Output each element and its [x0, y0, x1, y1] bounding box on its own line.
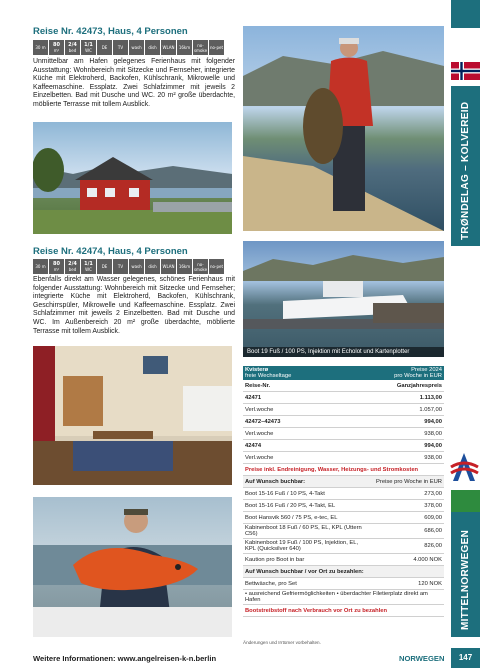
green-tab	[451, 490, 480, 512]
house1-description: Unmittelbar am Hafen gelegenes Ferienhaus mit folgender Ausstattung: Wohnbereich mit Sitzecke und Fernseher, integrierte Küche mit Elektroherd, Backofen, Kühlschrank, Mikrowelle und Kaffeemaschine. Essplatz. Zwei Schlafzimmer mit jeweils 2 Einzelbetten. Bad mit Dusche und WC. 20 m² große überdachte, möblierte Terrasse mit tollem Ausblick.	[33, 58, 235, 108]
amenity-label: WC	[85, 267, 92, 272]
amenity-label: no-pet	[209, 264, 224, 269]
row-label: Verl.woche	[243, 404, 367, 416]
row-price: 994,00	[367, 440, 444, 452]
place-name: Kvisterø	[245, 367, 269, 373]
price-note-row	[243, 464, 444, 476]
amenity-label: TV	[117, 264, 124, 269]
amenity-wash-icon	[129, 259, 144, 274]
amenity-tv-icon	[113, 40, 128, 55]
amenity-value: 2/4	[68, 261, 77, 267]
row-price: 938,00	[367, 452, 444, 464]
row-price: 378,00	[367, 500, 444, 512]
price-note: Preise inkl. Endreinigung, Wasser, Heizungs- und Stromkosten	[243, 464, 444, 476]
amenity-no-pet-icon	[209, 259, 224, 274]
amenity-bed-icon	[65, 259, 80, 274]
row-label: Boot 15-16 Fuß / 10 PS, 4-Takt	[243, 488, 367, 500]
bullet-row	[243, 590, 444, 605]
footer-country: NORWEGEN	[399, 654, 445, 663]
amenity-label: no-smoke	[193, 261, 208, 272]
fuel-row	[243, 605, 444, 617]
amenity-label: wash	[131, 264, 142, 269]
amenity-label: 16km	[178, 45, 191, 50]
amenity-label: wash	[131, 45, 142, 50]
halibut-photo	[243, 26, 444, 231]
footer-disclaimer: Änderungen und Irrtümer vorbehalten.	[243, 640, 321, 645]
boat-image	[243, 241, 444, 357]
amenity-value: 80	[53, 42, 60, 48]
amenity-label: WLAN	[162, 264, 175, 269]
house2-description: Ebenfalls direkt am Wasser gelegenes, schönes Ferienhaus mit folgender Ausstattung: Wohnbereich mit Sitzecke und Fernseher; integrierte Küche mit Elektroherd, Backofen, Kühlschrank, Geschirrspüler, Mikrowelle und Kaffeemaschine. Essplatz. Zwei Schlafzimmer mit jeweils 2 Einzelbetten. Bad mit Dusche und WC. Im Außenbereich 20 m² große überdachte, möblierte Terrasse mit tollem Ausblick.	[33, 276, 235, 335]
sidebar-top-cap	[451, 0, 480, 28]
amenity-16km-icon	[177, 40, 192, 55]
amenity-de-icon	[97, 40, 112, 55]
amenity-bed-icon	[65, 40, 80, 55]
amenity-wc-icon	[81, 40, 96, 55]
amenity-no-pet-icon	[209, 40, 224, 55]
norway-flag-icon	[451, 62, 480, 80]
row-label: Bettwäsche, pro Set	[243, 578, 367, 590]
amenity-30-m-icon	[33, 40, 48, 55]
amenity-label: no-pet	[209, 45, 224, 50]
table-row	[243, 512, 444, 524]
price-table	[243, 366, 444, 617]
table-row	[243, 500, 444, 512]
row-label: Boot Hansvik 560 / 75 PS, e-tec, EL	[243, 512, 367, 524]
row-label: Kabinenboot 18 Fuß / 60 PS, EL, KPL (Uttern C56)	[243, 524, 367, 539]
local-head: Auf Wunsch buchbar / vor Ort zu bezahlen:	[243, 566, 444, 578]
row-price: 273,00	[367, 488, 444, 500]
row-label: Kabinenboot 19 Fuß / 100 PS, Injektion, EL, KPL (Quicksilver 640)	[243, 539, 367, 554]
boat-caption: Boot 19 Fuß / 100 PS, Injektion mit Echolot und Kartenplotter	[243, 347, 444, 357]
amenity-no-smoke-icon	[193, 40, 208, 55]
row-label: 42471	[243, 392, 367, 404]
row-price: 686,00	[367, 524, 444, 539]
row-price: 4.000 NOK	[367, 554, 444, 566]
amenity-label: no-smoke	[193, 42, 208, 53]
amenity-label: 30 m	[35, 264, 46, 269]
table-row	[243, 488, 444, 500]
amenity-label: 30 m	[35, 45, 46, 50]
amenity-label: 16km	[178, 264, 191, 269]
place-sub: freie Wechseltage	[245, 373, 292, 379]
red-house-photo	[33, 122, 232, 234]
row-price: 1.113,00	[367, 392, 444, 404]
row-label: 42472–42473	[243, 416, 367, 428]
amenity-value: 2/4	[68, 42, 77, 48]
table-row	[243, 404, 444, 416]
amenity-wlan-icon	[161, 259, 176, 274]
table-row	[243, 428, 444, 440]
col-price: Ganzjahrespreis	[367, 380, 444, 392]
company-logo-icon	[449, 451, 480, 484]
table-row	[243, 539, 444, 554]
red-fish-photo	[33, 497, 232, 637]
row-price: 994,00	[367, 416, 444, 428]
row-price: 1.057,00	[367, 404, 444, 416]
amenity-wash-icon	[129, 40, 144, 55]
price-header-row	[243, 366, 444, 380]
extras-header-row	[243, 476, 444, 488]
table-row	[243, 578, 444, 590]
amenity-label: m²	[53, 267, 60, 272]
amenity-tv-icon	[113, 259, 128, 274]
prices-label: Preise 2024	[411, 367, 442, 373]
amenity-label: dish	[148, 264, 157, 269]
halibut-image	[243, 26, 444, 231]
amenity-16km-icon	[177, 259, 192, 274]
amenity-no-smoke-icon	[193, 259, 208, 274]
red-fish-image	[33, 497, 232, 637]
amenity-label: m²	[53, 48, 60, 53]
row-label: Kaution pro Boot in bar	[243, 554, 367, 566]
extras-head-right: Preise pro Woche in EUR	[367, 476, 444, 488]
amenity-wc-icon	[81, 259, 96, 274]
table-row	[243, 440, 444, 452]
amenity-value: 80	[53, 261, 60, 267]
row-label: Boot 15-16 Fuß / 20 PS, 4-Takt, EL	[243, 500, 367, 512]
price-column-header	[243, 380, 444, 392]
table-row	[243, 416, 444, 428]
extras-head-left: Auf Wunsch buchbar:	[243, 476, 367, 488]
house1-amenity-icons	[33, 40, 224, 55]
amenity-label: bed	[68, 267, 77, 272]
red-house-image	[33, 122, 232, 234]
amenity-label: DE	[101, 264, 108, 269]
amenity-dish-icon	[145, 40, 160, 55]
amenity-de-icon	[97, 259, 112, 274]
amenity-value: 1/1	[84, 261, 93, 267]
table-row	[243, 524, 444, 539]
sidebar-region-top	[451, 86, 480, 246]
amenity-30-m-icon	[33, 259, 48, 274]
amenity-label: WLAN	[162, 45, 175, 50]
row-price: 120 NOK	[367, 578, 444, 590]
amenity-label: TV	[117, 45, 124, 50]
prices-sub: pro Woche in EUR	[394, 373, 442, 379]
amenity-wlan-icon	[161, 40, 176, 55]
table-row	[243, 452, 444, 464]
amenity-label: WC	[85, 48, 92, 53]
boat-photo	[243, 241, 444, 357]
amenity-m--icon	[49, 259, 64, 274]
amenity-dish-icon	[145, 259, 160, 274]
col-nr: Reise-Nr.	[243, 380, 367, 392]
row-price: 826,00	[367, 539, 444, 554]
page-number: 147	[451, 648, 480, 668]
row-price: 938,00	[367, 428, 444, 440]
region-top-label: TRØNDELAG – KOLVEREID	[460, 101, 471, 240]
amenity-value: 1/1	[84, 42, 93, 48]
fuel-note: Bootstreibstoff nach Verbrauch vor Ort zu bezahlen	[243, 605, 444, 617]
house2-amenity-icons	[33, 259, 224, 274]
amenity-label: dish	[148, 45, 157, 50]
amenity-label: bed	[68, 48, 77, 53]
interior-photo	[33, 346, 232, 485]
house1-title: Reise Nr. 42473, Haus, 4 Personen	[33, 26, 188, 37]
row-label: 42474	[243, 440, 367, 452]
interior-image	[33, 346, 232, 485]
sidebar-region-bottom	[451, 512, 480, 637]
table-row	[243, 554, 444, 566]
local-header-row	[243, 566, 444, 578]
house2-title: Reise Nr. 42474, Haus, 4 Personen	[33, 246, 188, 257]
bullet-text: • ausreichend Gefriermöglichkeiten • überdachter Filetierplatz direkt am Hafen	[243, 590, 444, 605]
table-row	[243, 392, 444, 404]
amenity-label: DE	[101, 45, 108, 50]
row-price: 609,00	[367, 512, 444, 524]
footer-more-info: Weitere Informationen: www.angelreisen-k-n.berlin	[33, 654, 217, 663]
row-label: Verl.woche	[243, 452, 367, 464]
region-bottom-label: MITTELNORWEGEN	[460, 529, 471, 630]
amenity-m--icon	[49, 40, 64, 55]
row-label: Verl.woche	[243, 428, 367, 440]
